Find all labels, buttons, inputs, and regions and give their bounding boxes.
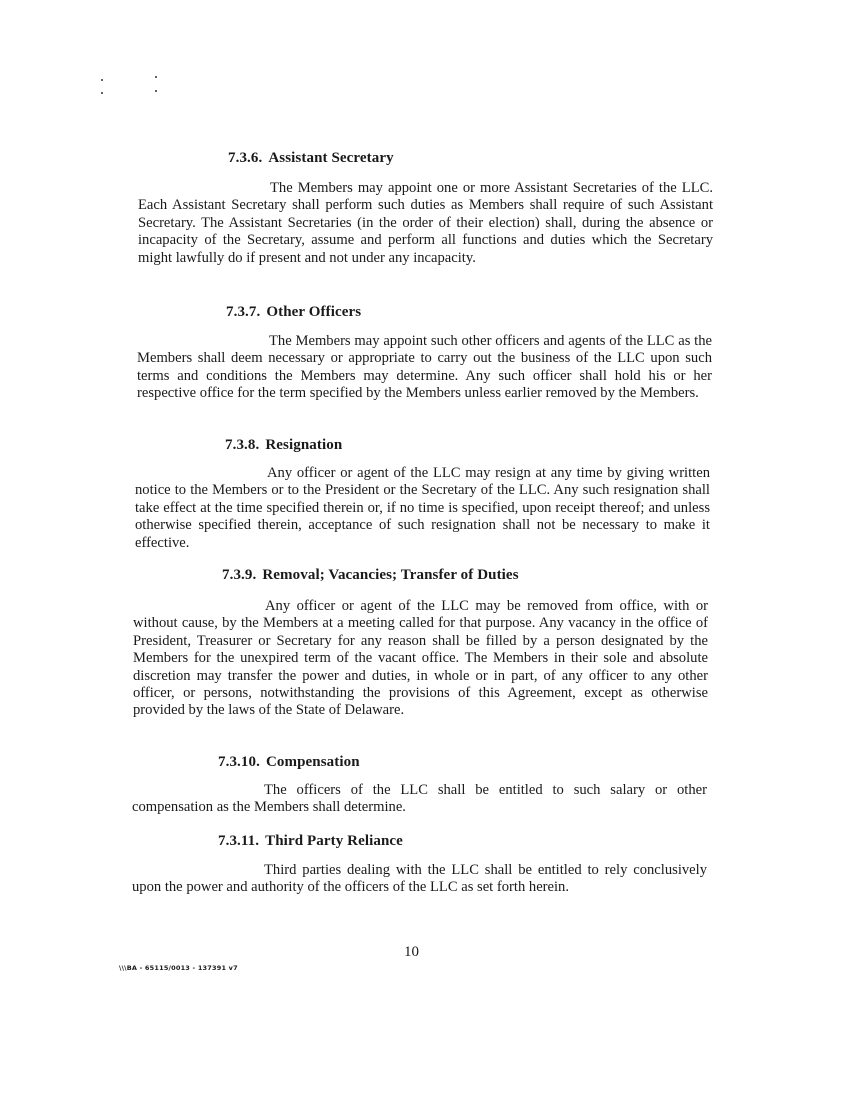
section-body-7-3-8: Any officer or agent of the LLC may resign at any time by giving written notice to the Members or to the President or the Secretary of the LLC. Any such resignation shall take effect at the time specified therein or, if no time is specified, upon receipt thereof; and unless otherwise specified therein, acceptance of such resignation shall not be necessary to make it effective. <box>135 465 710 551</box>
section-number: 7.3.7. <box>226 304 261 320</box>
section-body-7-3-6: The Members may appoint one or more Assistant Secretaries of the LLC. Each Assistant Secretary shall perform such duties as Members shall require of such Assistant Secretary. The Assistant Secretaries (in the order of their election) shall, during the absence or incapacity of the Secretary, assume and perform all functions and duties which the Secretary might lawfully do if present and not under any incapacity. <box>138 180 713 266</box>
section-heading-7-3-9 <box>222 567 519 584</box>
section-number: 7.3.6. <box>228 150 263 166</box>
section-heading-7-3-7 <box>226 304 361 321</box>
scan-speck <box>155 90 157 92</box>
page-number: 10 <box>404 944 419 960</box>
section-title: Assistant Secretary <box>268 150 394 166</box>
section-body-7-3-9: Any officer or agent of the LLC may be removed from office, with or without cause, by the Members at a meeting called for that purpose. Any vacancy in the office of President, Treasurer or Secretary for any reason shall be filled by a person designated by the Members for the unexpired term of the vacant office. The Members in their sole and absolute discretion may transfer the power and duties, in whole or in part, of any officer to any other officer, or persons, notwithstanding the provisions of this Agreement, except as otherwise provided by the laws of the State of Delaware. <box>133 598 708 719</box>
section-number: 7.3.11. <box>218 833 260 849</box>
scan-speck <box>101 92 103 94</box>
section-number: 7.3.9. <box>222 567 257 583</box>
section-body-7-3-10: The officers of the LLC shall be entitled to such salary or other compensation as the Members shall determine. <box>132 782 707 816</box>
section-title: Removal; Vacancies; Transfer of Duties <box>262 567 519 583</box>
section-body-7-3-11: Third parties dealing with the LLC shall be entitled to rely conclusively upon the power and authority of the officers of the LLC as set forth herein. <box>132 862 707 896</box>
section-body-7-3-7: The Members may appoint such other officers and agents of the LLC as the Members shall deem necessary or appropriate to carry out the business of the LLC upon such terms and conditions the Members may determine. Any such officer shall hold his or her respective office for the term specified by the Members unless earlier removed by the Members. <box>137 333 712 402</box>
section-number: 7.3.8. <box>225 437 260 453</box>
section-heading-7-3-10 <box>218 754 360 771</box>
scan-speck <box>155 76 157 78</box>
section-number: 7.3.10. <box>218 754 260 770</box>
section-title: Resignation <box>265 437 343 453</box>
scan-speck <box>101 79 103 81</box>
section-heading-7-3-6 <box>228 150 394 167</box>
section-title: Other Officers <box>266 304 362 320</box>
document-id: \\\BA - 65115/0013 - 137391 v7 <box>119 964 238 972</box>
section-title: Compensation <box>265 754 360 770</box>
section-heading-7-3-11 <box>218 833 403 850</box>
section-title: Third Party Reliance <box>265 833 403 849</box>
section-heading-7-3-8 <box>225 437 342 454</box>
